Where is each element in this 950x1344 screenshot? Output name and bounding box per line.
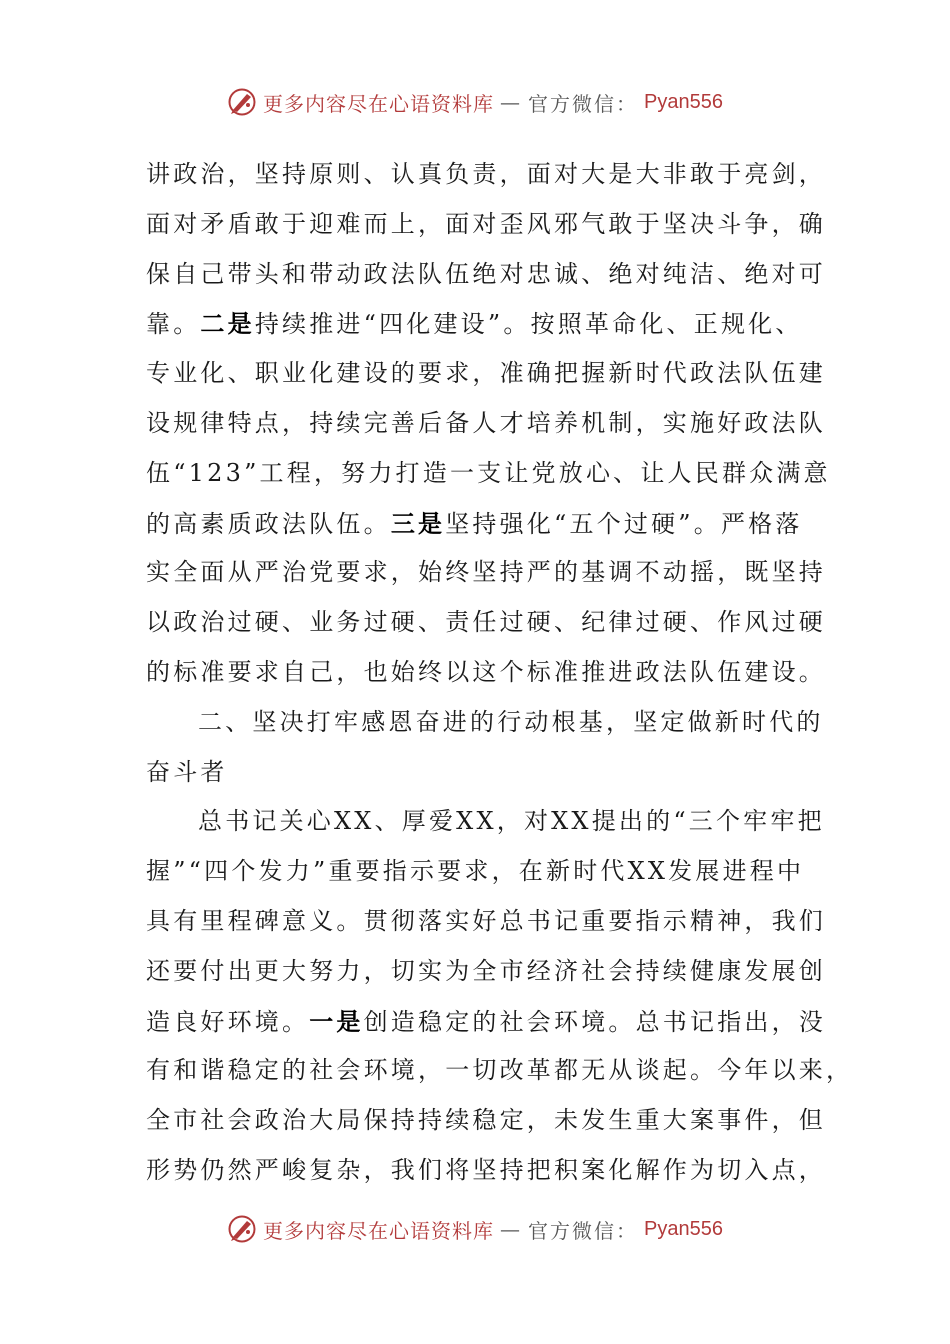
- text-line: 握”“四个发力”重要指示要求，在新时代XX发展进程中: [146, 857, 805, 886]
- text-line: 伍“123”工程，努力打造一支让党放心、让人民群众满意: [146, 458, 831, 487]
- text-line: 的标准要求自己，也始终以这个标准推进政法队伍建设。: [146, 657, 826, 686]
- banner-account-id: Pyan556: [644, 1217, 723, 1240]
- text-line: 保自己带头和带动政法队伍绝对忠诚、绝对纯洁、绝对可: [146, 259, 826, 288]
- text-line: 讲政治，坚持原则、认真负责，面对大是大非敢于亮剑，: [146, 160, 826, 188]
- bold-marker: 一是: [309, 1006, 364, 1036]
- text-line: [146, 299, 803, 349]
- text-line: 还要付出更大努力，切实为全市经济社会持续健康发展创: [146, 956, 826, 985]
- banner-site-text: 更多内容尽在心语资料库: [263, 91, 495, 116]
- text-span: 的高素质政法队伍。: [146, 509, 391, 538]
- header-banner: [0, 82, 950, 122]
- text-line: 实全面从严治党要求，始终坚持严的基调不动摇，既坚持: [146, 558, 826, 587]
- text-span: 坚持强化“五个过硬”。严格落: [445, 509, 803, 538]
- banner-account-label: 官方微信：: [528, 91, 639, 116]
- banner-account-id: Pyan556: [644, 90, 723, 113]
- text-line: 形势仍然严峻复杂，我们将坚持把积案化解作为切入点，: [146, 1155, 826, 1184]
- banner-dash: —: [500, 1217, 523, 1241]
- text-line: 全市社会政治大局保持持续稳定，未发生重大案事件，但: [146, 1106, 826, 1135]
- text-line: 专业化、职业化建设的要求，准确把握新时代政法队伍建: [146, 359, 826, 388]
- pen-logo-icon: [227, 87, 257, 117]
- text-line: 具有里程碑意义。贯彻落实好总书记重要指示精神，我们: [146, 906, 826, 935]
- text-span: 持续推进“四化建设”。按照革命化、正规化、: [254, 310, 803, 339]
- text-line: 总书记关心XX、厚爱XX，对XX提出的“三个牢牢把: [198, 807, 825, 836]
- text-line: [146, 997, 827, 1047]
- text-line: [146, 499, 803, 549]
- text-line: 有和谐稳定的社会环境，一切改革都无从谈起。今年以来，: [146, 1056, 854, 1085]
- text-span: 靠。: [146, 310, 201, 339]
- section-heading: 二、坚决打牢感恩奋进的行动根基，坚定做新时代的: [198, 707, 824, 736]
- banner-dash: —: [500, 90, 523, 114]
- section-heading-cont: 奋斗者: [146, 757, 228, 786]
- text-line: 以政治过硬、业务过硬、责任过硬、纪律过硬、作风过硬: [146, 608, 826, 637]
- text-span: 造良好环境。: [146, 1007, 310, 1036]
- pen-logo-icon: [227, 1214, 257, 1244]
- text-line: 设规律特点，持续完善后备人才培养机制，实施好政法队: [146, 408, 826, 437]
- document-body: [146, 150, 854, 1196]
- bold-marker: 二是: [200, 309, 255, 339]
- text-span: 创造稳定的社会环境。总书记指出，没: [363, 1007, 827, 1036]
- banner-account-label: 官方微信：: [528, 1218, 639, 1243]
- bold-marker: 三是: [390, 508, 446, 538]
- footer-banner: [0, 1209, 950, 1249]
- banner-site-text: 更多内容尽在心语资料库: [263, 1218, 495, 1243]
- text-line: 面对矛盾敢于迎难而上，面对歪风邪气敢于坚决斗争，确: [146, 209, 826, 238]
